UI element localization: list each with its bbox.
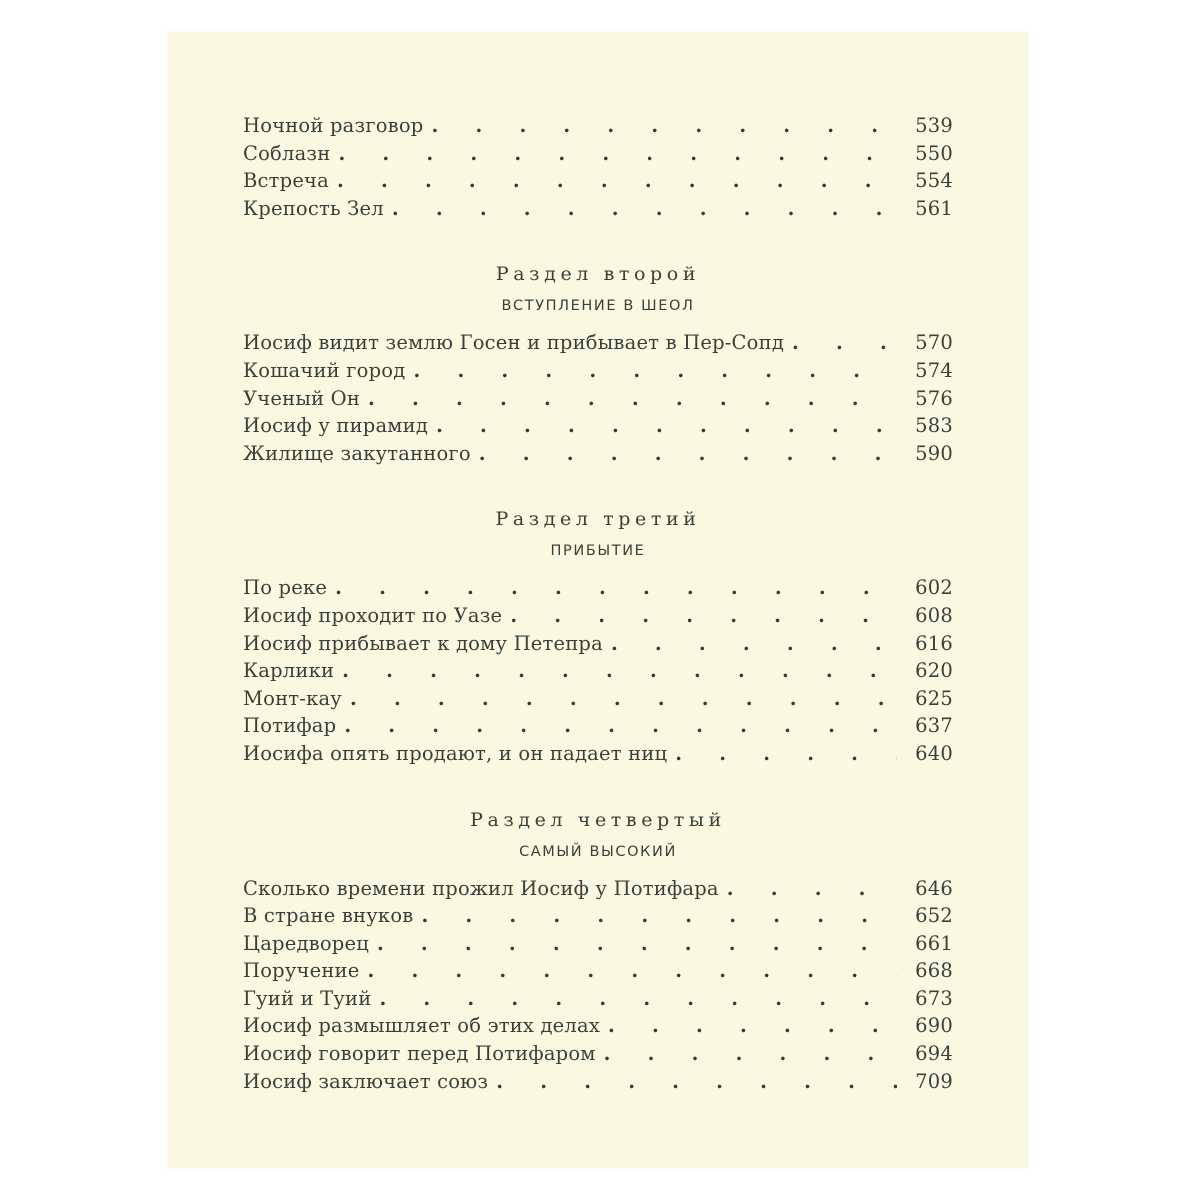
- entry-title: Иосиф заключает союз: [243, 1069, 489, 1093]
- entry-page-number: 652: [915, 904, 953, 928]
- toc-entry: [243, 630, 953, 658]
- entry-title: Потифар: [243, 714, 337, 738]
- entry-title: Жилище закутанного: [243, 441, 471, 465]
- toc-section-3: [243, 502, 953, 767]
- entry-title: По реке: [243, 576, 328, 600]
- dot-leader: [431, 112, 897, 140]
- dot-leader: [479, 440, 897, 468]
- entry-title: Крепость Зел: [243, 196, 384, 220]
- dot-leader: [436, 412, 897, 440]
- toc-group-continued: [243, 112, 953, 222]
- entry-page-number: 539: [915, 114, 953, 137]
- entry-page-number: 583: [915, 414, 953, 438]
- dot-leader: [510, 602, 897, 630]
- dot-leader: [368, 385, 897, 413]
- entry-title: Иосиф размышляет об этих делах: [243, 1014, 601, 1038]
- entry-page-number: 576: [915, 386, 953, 410]
- entry-page-number: 625: [915, 686, 953, 710]
- entry-title: Иосифа опять продают, и он падает ниц: [243, 741, 668, 765]
- toc-entry: [243, 740, 953, 768]
- entry-title: Ночной разговор: [243, 114, 424, 137]
- entry-title: Иосиф видит землю Госен и прибывает в Пер-Сопд: [243, 331, 785, 355]
- entry-page-number: 661: [915, 931, 953, 955]
- entry-page-number: 668: [915, 959, 953, 983]
- toc-entry: [243, 385, 953, 413]
- toc-entry: [243, 985, 953, 1013]
- entry-page-number: 640: [915, 741, 953, 765]
- entry-page-number: 602: [915, 576, 953, 600]
- dot-leader: [727, 875, 897, 903]
- entry-title: Ученый Он: [243, 386, 361, 410]
- section-subtitle: САМЫЙ ВЫСОКИЙ: [519, 843, 677, 860]
- toc-entry: [243, 167, 953, 195]
- toc-entry: [243, 712, 953, 740]
- dot-leader: [392, 195, 897, 223]
- section-subtitle: ПРИБЫТИЕ: [550, 543, 646, 560]
- toc-entry: [243, 195, 953, 223]
- toc-entry: [243, 875, 953, 903]
- dot-leader: [367, 957, 897, 985]
- toc-entry: [243, 1040, 953, 1068]
- entry-page-number: 561: [915, 196, 953, 220]
- dot-leader: [350, 685, 897, 713]
- entry-title: Карлики: [243, 659, 335, 683]
- toc-section-2: [243, 257, 953, 467]
- entry-title: Иосиф говорит перед Потифаром: [243, 1042, 596, 1066]
- book-page: [168, 32, 1028, 1168]
- toc-entry: [243, 357, 953, 385]
- entry-page-number: 608: [915, 603, 953, 627]
- table-of-contents: [243, 112, 953, 1095]
- dot-leader: [379, 985, 897, 1013]
- entry-page-number: 637: [915, 714, 953, 738]
- entry-page-number: 673: [915, 986, 953, 1010]
- entry-page-number: 590: [915, 441, 953, 465]
- toc-entry: [243, 112, 953, 140]
- entry-title: Гуий и Туий: [243, 986, 372, 1010]
- entry-page-number: 620: [915, 659, 953, 683]
- dot-leader: [608, 1012, 897, 1040]
- dot-leader: [342, 657, 897, 685]
- toc-entry: [243, 329, 953, 357]
- entry-page-number: 550: [915, 141, 953, 165]
- toc-entry: [243, 685, 953, 713]
- entry-title: Иосиф проходит по Уазе: [243, 603, 503, 627]
- dot-leader: [496, 1068, 897, 1096]
- dot-leader: [792, 329, 897, 357]
- dot-leader: [344, 712, 897, 740]
- dot-leader: [335, 574, 897, 602]
- dot-leader: [421, 902, 897, 930]
- dot-leader: [377, 930, 897, 958]
- entry-page-number: 574: [915, 358, 953, 382]
- section-subtitle: ВСТУПЛЕНИЕ В ШЕОЛ: [501, 298, 695, 315]
- toc-entry: [243, 602, 953, 630]
- section-heading: Раздел второй: [495, 263, 701, 286]
- entry-title: Соблазн: [243, 141, 331, 165]
- entry-title: Царедворец: [243, 931, 369, 955]
- toc-section-4: [243, 803, 953, 1096]
- entry-page-number: 646: [915, 876, 953, 900]
- dot-leader: [675, 740, 897, 768]
- section-heading: Раздел третий: [495, 508, 701, 531]
- dot-leader: [338, 140, 897, 168]
- toc-entry: [243, 902, 953, 930]
- toc-entry: [243, 1068, 953, 1096]
- entry-page-number: 616: [915, 631, 953, 655]
- entry-page-number: 694: [915, 1042, 953, 1066]
- dot-leader: [337, 167, 897, 195]
- toc-entry: [243, 574, 953, 602]
- entry-page-number: 709: [915, 1069, 953, 1093]
- entry-page-number: 554: [915, 169, 953, 193]
- entry-title: Встреча: [243, 169, 329, 193]
- entry-title: Иосиф прибывает к дому Петепра: [243, 631, 603, 655]
- entry-title: В стране внуков: [243, 904, 414, 928]
- dot-leader: [413, 357, 897, 385]
- toc-entry: [243, 930, 953, 958]
- toc-entry: [243, 440, 953, 468]
- section-heading: Раздел четвертый: [470, 808, 726, 831]
- entry-title: Поручение: [243, 959, 360, 983]
- entry-page-number: 570: [915, 331, 953, 355]
- entry-page-number: 690: [915, 1014, 953, 1038]
- toc-entry: [243, 657, 953, 685]
- entry-title: Кошачий город: [243, 358, 406, 382]
- toc-entry: [243, 140, 953, 168]
- entry-title: Иосиф у пирамид: [243, 414, 429, 438]
- toc-entry: [243, 957, 953, 985]
- entry-title: Монт-кау: [243, 686, 342, 710]
- toc-entry: [243, 412, 953, 440]
- entry-title: Сколько времени прожил Иосиф у Потифара: [243, 876, 719, 900]
- dot-leader: [604, 1040, 897, 1068]
- toc-entry: [243, 1012, 953, 1040]
- dot-leader: [611, 630, 897, 658]
